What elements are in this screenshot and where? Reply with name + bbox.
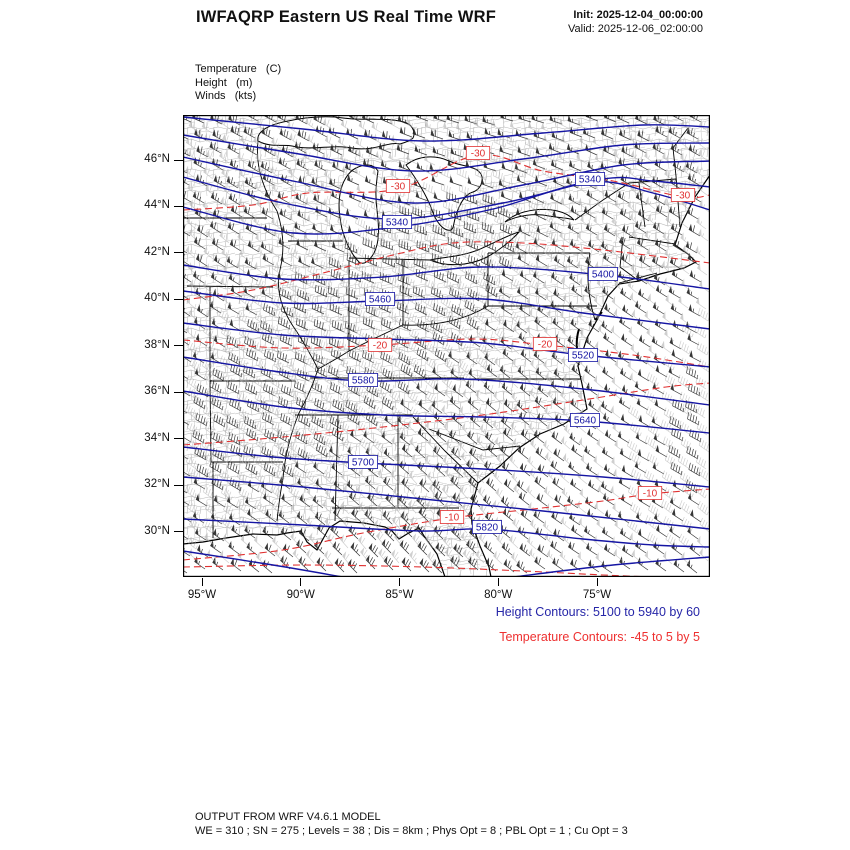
run-timestamps	[568, 9, 703, 36]
model-footer-line1: OUTPUT FROM WRF V4.6.1 MODEL	[195, 811, 381, 823]
svg-text:-20: -20	[537, 339, 553, 351]
lon-tick-label: 75°W	[582, 589, 612, 601]
lat-tick-label: 40°N	[144, 292, 170, 305]
lat-tick	[174, 206, 183, 207]
init-timestamp: Init: 2025-12-04_00:00:00	[573, 9, 703, 21]
lat-tick-label: 42°N	[144, 245, 170, 258]
model-footer	[195, 811, 628, 838]
lat-tick	[174, 438, 183, 439]
height-contour-caption: Height Contours: 5100 to 5940 by 60	[495, 605, 700, 619]
model-footer-line2: WE = 310 ; SN = 275 ; Levels = 38 ; Dis = 8km ; Phys Opt = 8 ; PBL Opt = 1 ; Cu Opt = 3	[195, 824, 628, 837]
legend-line: Height (m)	[195, 76, 253, 89]
svg-text:5520: 5520	[571, 350, 595, 362]
svg-text:5700: 5700	[351, 457, 375, 469]
lat-tick-label: 46°N	[144, 153, 170, 165]
lat-tick-label: 32°N	[144, 478, 170, 491]
svg-text:-30: -30	[470, 148, 486, 160]
lon-tick-label: 80°W	[484, 589, 513, 601]
temperature-contour-caption: Temperature Contours: -45 to 5 by 5	[499, 630, 700, 644]
legend-line: Winds (kts)	[195, 90, 257, 103]
lat-tick	[174, 485, 183, 486]
svg-text:5400: 5400	[591, 269, 615, 281]
svg-text:-30: -30	[390, 181, 406, 193]
svg-text:-10: -10	[444, 512, 460, 524]
valid-timestamp: Valid: 2025-12-06_02:00:00	[568, 22, 703, 35]
field-legend	[195, 63, 281, 104]
svg-text:5640: 5640	[573, 415, 597, 427]
svg-text:5580: 5580	[351, 375, 375, 387]
lon-tick-label: 95°W	[187, 589, 217, 601]
lat-tick	[174, 392, 183, 393]
lon-tick-label: 85°W	[385, 589, 414, 601]
svg-text:-10: -10	[642, 488, 658, 500]
svg-text:5340: 5340	[578, 174, 602, 186]
wrf-map-canvas	[183, 115, 710, 577]
page-title: IWFAQRP Eastern US Real Time WRF	[195, 8, 497, 26]
lon-tick	[399, 578, 400, 586]
lon-tick	[597, 578, 598, 586]
svg-text:-20: -20	[372, 340, 388, 352]
lon-tick	[202, 578, 203, 586]
lat-tick-label: 38°N	[144, 338, 170, 351]
svg-text:-30: -30	[675, 190, 691, 202]
lat-tick-label: 30°N	[144, 524, 170, 537]
lon-tick-label: 90°W	[286, 589, 315, 601]
lat-tick-label: 44°N	[144, 199, 170, 212]
lat-tick-label: 36°N	[144, 385, 170, 398]
lon-tick	[498, 578, 499, 586]
map-svg	[183, 115, 710, 577]
lat-tick	[174, 252, 183, 253]
lat-tick	[174, 160, 183, 161]
lon-tick	[300, 578, 301, 586]
legend-line: Temperature (C)	[195, 63, 282, 75]
lat-tick	[174, 299, 183, 300]
svg-text:5460: 5460	[368, 294, 392, 306]
lat-tick	[174, 345, 183, 346]
lat-tick-label: 34°N	[144, 431, 170, 444]
svg-text:5340: 5340	[385, 217, 409, 229]
svg-text:5820: 5820	[475, 522, 499, 534]
lat-tick	[174, 531, 183, 532]
